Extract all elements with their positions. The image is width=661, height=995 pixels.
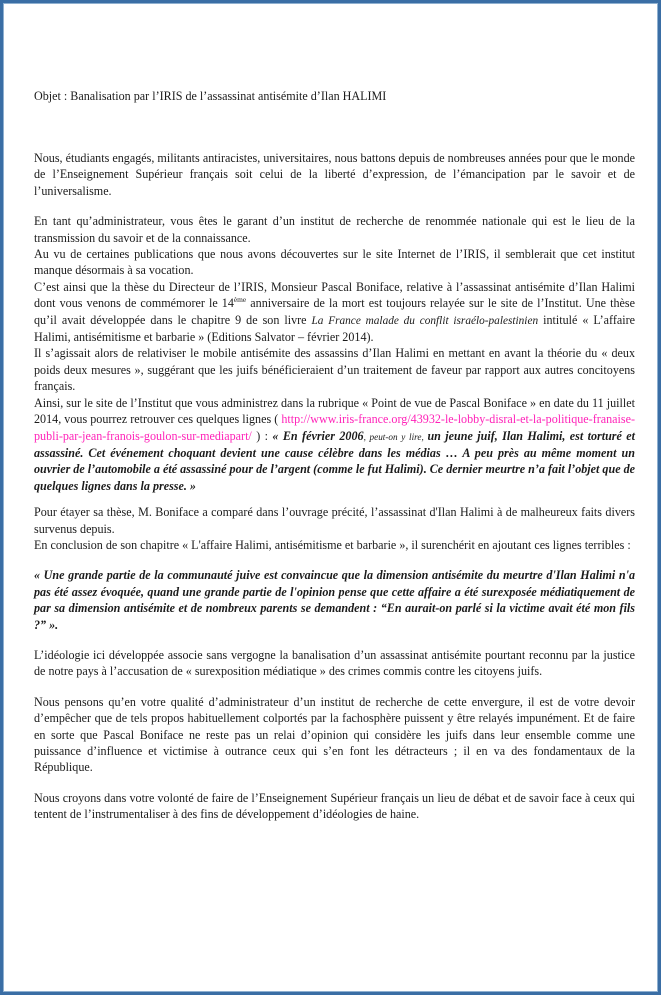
source-text-prefix: Ainsi, sur le site de l’Institut que vous administrez dans la rubrique « Point de vue de Pascal Boniface » en date du 11 juillet 2014, vous pourrez retrouver ces quelques lignes ( (34, 395, 635, 427)
paragraph-administrator: En tant qu’administrateur, vous êtes le garant d’un institut de recherche de renommée nationale qui est le lieu de la transmission du savoir et de la connaissance. (34, 214, 635, 245)
paragraph-comparison: Pour étayer sa thèse, M. Boniface a comparé dans l’ouvrage précité, l’assassinat d'Ilan Halimi à de malheureux faits divers survenus depuis. (34, 505, 635, 536)
paragraph-closing: Nous croyons dans votre volonté de faire de l’Enseignement Supérieur français un lieu de débat et de savoir face à ceux qui tentent de l’instrumentaliser à des fins de développement d’idéologies de haine. (34, 790, 635, 822)
paragraph-duty: Nous pensons qu’en votre qualité d’administrateur d’un institut de recherche de cette envergure, il est de votre devoir d’empêcher que de tels propos habituellement colportés par la fachosphère puissent y être relayés impunément. Et de faire en sorte que Pascal Boniface ne reste pas un relai d’opinion qui considère les juifs dans leur ensemble comme une puissance d’influence et victimise à outrance ceux qui s’en font les détracteurs ; il en va des fondamentaux de la République. (34, 694, 635, 775)
quote-one-attribution: , peut-on y lire, (363, 431, 428, 442)
paragraph-publications: Au vu de certaines publications que nous avons découvertes sur le site Internet de l’IRIS, il semblerait que cet institut manque désormais à sa vocation. (34, 247, 635, 278)
paragraph-conclusion-chapter: En conclusion de son chapitre « L'affaire Halimi, antisémitisme et barbarie », il surenchérit en ajoutant ces lignes terribles : (34, 537, 631, 552)
document-body (34, 88, 635, 823)
thesis-text-part3: intitulé « L’affaire Halimi, antisémitisme et barbarie » (Editions Salvator – février 2014). (34, 312, 635, 345)
source-text-suffix: ) : (251, 428, 273, 443)
paragraph-source-link (34, 395, 635, 494)
quote-two-block: « Une grande partie de la communauté juive est convaincue que la dimension antisémite du meurtre d'Ilan Halimi n'a pas été assez évoquée, quand une grande partie de l'opinion pense que cette affaire a été surexposée médiatiquement de par sa dimension antisémite et de nombreux parents se demandent : “En aurait-on parlé si la victime avait été mon fils ?” ». (34, 568, 635, 632)
paragraph-ideology: L’idéologie ici développée associe sans vergogne la banalisation d’un assassinat antisémite pourtant reconnu par la justice de notre pays à l’accusation de « surexposition médiatique » des crimes commis contre les citoyens juifs. (34, 647, 635, 679)
quote-one-body: un jeune juif, Ilan Halimi, est torturé et assassiné. Cet événement choquant devient une cause célèbre dans les médias … A peu près au même moment un ouvrier de l’automobile a été assassiné pour de l’argent (comme le fut Halimi). Ce dernier meurtre n’a fait l’objet que de quelques lignes dans la presse. » (34, 428, 636, 493)
paragraph-relativisation: Il s’agissait alors de relativiser le mobile antisémite des assassins d’Ilan Halimi en mettant en avant la théorie du « deux poids deux mesures », suggérant que les juifs bénéficieraient d’un traitement de faveur par rapport aux autres concitoyens français. (34, 346, 635, 394)
quote-one-opening: « En février 2006 (272, 428, 364, 443)
thesis-text-part2: anniversaire de la mort est toujours relayée sur le site de l’Institut. Une thèse qu’il avait développée dans le chapitre 9 de son livre (34, 296, 635, 327)
paragraph-intro: Nous, étudiants engagés, militants antiracistes, universitaires, nous battons depuis de nombreuses années pour que le monde de l’Enseignement Supérieur français soit celui de la liberté d’expression, de l’émancipation par le savoir et de l’universalisme. (34, 151, 635, 198)
paragraph-thesis (34, 279, 635, 346)
ordinal-suffix: ème (233, 295, 247, 305)
subject-line: Objet : Banalisation par l’IRIS de l’assassinat antisémite d’Ilan HALIMI (34, 89, 387, 103)
thesis-text-part1: C’est ainsi que la thèse du Directeur de l’IRIS, Monsieur Pascal Boniface, relative à l’assassinat antisémite d’Ilan Halimi dont vous venons de commémorer le 14 (34, 279, 635, 311)
spacer (34, 494, 635, 504)
document-page-inner (3, 3, 658, 992)
book-title: La France malade du conflit israélo-palestinien (311, 314, 539, 327)
iris-article-link[interactable]: http://www.iris-france.org/43932-le-lobby-disral-et-la-politique-franaise-publi-par-jean-franois-goulon-sur-mediapart/ (34, 412, 635, 443)
